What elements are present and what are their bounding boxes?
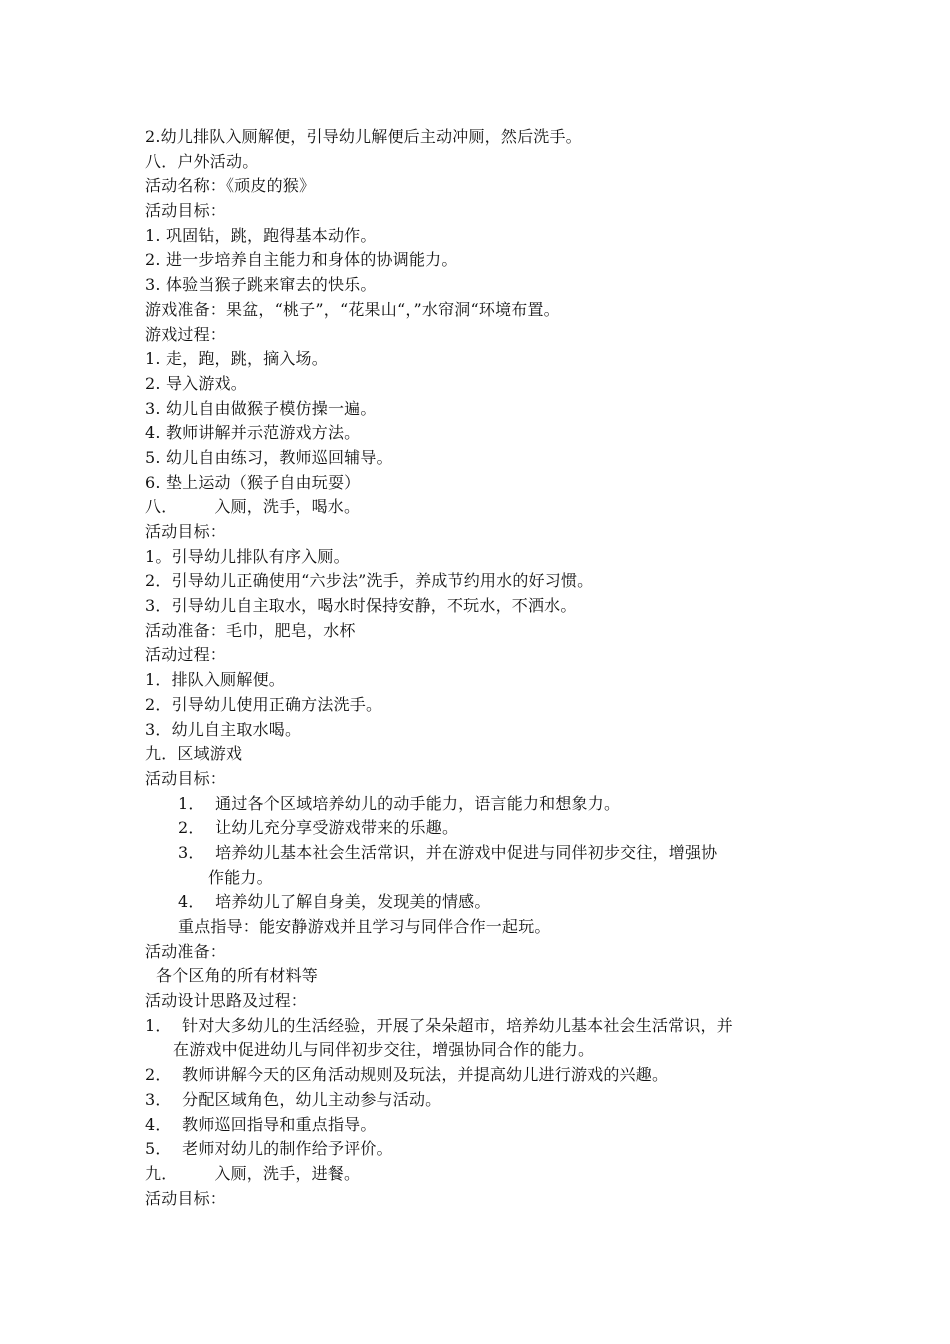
list-item: 1。引导幼儿排队有序入厕。 [145,546,350,566]
list-item: 1. 走，跑，跳，摘入场。 [145,349,328,369]
subheading: 活动准备： [145,941,227,961]
subheading: 活动目标： [145,201,227,221]
list-item: 2．引导幼儿使用正确方法洗手。 [145,694,383,714]
text-line: 各个区角的所有材料等 [156,966,319,986]
section-heading: 八． 入厕，洗手，喝水。 [145,497,361,517]
text-line: 2.幼儿排队入厕解便，引导幼儿解便后主动冲厕，然后洗手。 [145,127,582,146]
list-item: 4. 教师讲解并示范游戏方法。 [145,423,361,443]
list-item: 3．引导幼儿自主取水，喝水时保持安静，不玩水，不洒水。 [145,596,577,616]
list-item: 1． 通过各个区域培养幼儿的动手能力，语言能力和想象力。 [178,793,621,813]
subheading: 活动设计思路及过程： [145,991,308,1011]
list-item: 2．引导幼儿正确使用“六步法”洗手，养成节约用水的好习惯。 [145,571,594,591]
list-item: 3．幼儿自主取水喝。 [145,719,302,739]
text-line: 活动名称：《顽皮的猴》 [145,176,316,196]
list-item: 2. 导入游戏。 [145,373,247,393]
text-line: 活动准备：毛巾，肥皂，水杯 [145,620,356,640]
list-item: 6. 垫上运动（猴子自由玩耍） [145,472,361,492]
text-line: 重点指导：能安静游戏并且学习与同伴合作一起玩。 [178,917,551,936]
list-item: 2． 教师讲解今天的区角活动规则及玩法，并提高幼儿进行游戏的兴趣。 [145,1065,669,1085]
list-item: 1． 针对大多幼儿的生活经验，开展了朵朵超市，培养幼儿基本社会生活常识，并 [145,1015,733,1035]
subheading: 活动目标： [145,522,227,541]
section-heading: 九．区域游戏 [145,744,243,764]
list-item: 4． 教师巡回指导和重点指导。 [145,1114,377,1134]
subheading: 活动目标： [145,1188,227,1208]
section-heading: 九． 入厕，洗手，进餐。 [145,1163,361,1183]
list-item: 1．排队入厕解便。 [145,670,285,690]
list-item: 2． 让幼儿充分享受游戏带来的乐趣。 [178,818,459,838]
list-item-continuation: 作能力。 [208,867,273,887]
list-item: 1. 巩固钻，跳，跑得基本动作。 [145,225,377,245]
list-item: 3． 培养幼儿基本社会生活常识，并在游戏中促进与同伴初步交往，增强协 [178,842,718,862]
subheading: 游戏过程： [145,324,227,344]
list-item: 2. 进一步培养自主能力和身体的协调能力。 [145,250,458,270]
document-body [0,125,950,1211]
list-item: 5． 老师对幼儿的制作给予评价。 [145,1139,393,1159]
section-heading: 八．户外活动。 [145,151,259,171]
subheading: 活动过程： [145,645,227,665]
subheading: 活动目标： [145,768,227,788]
list-item: 3. 幼儿自由做猴子模仿操一遍。 [145,398,377,418]
list-item: 3． 分配区域角色，幼儿主动参与活动。 [145,1089,442,1109]
list-item: 4． 培养幼儿了解自身美，发现美的情感。 [178,892,491,912]
text-line: 游戏准备：果盆，“桃子”，“花果山“，”水帘洞“环境布置。 [145,299,560,319]
list-item: 5. 幼儿自由练习，教师巡回辅导。 [145,447,393,467]
list-item-continuation: 在游戏中促进幼儿与同伴初步交往，增强协同合作的能力。 [173,1040,595,1060]
list-item: 3. 体验当猴子跳来窜去的快乐。 [145,275,377,295]
